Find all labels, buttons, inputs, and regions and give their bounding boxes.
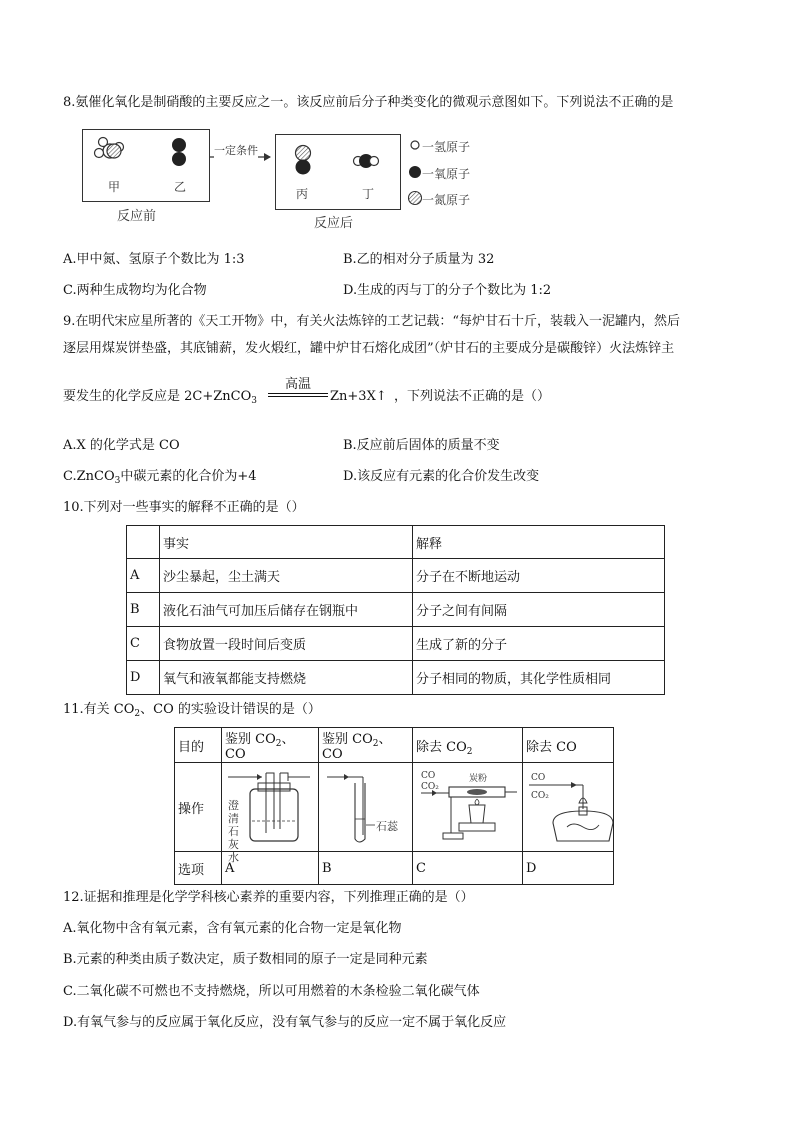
- row-key: A: [127, 559, 160, 593]
- choice-c[interactable]: C: [413, 852, 523, 885]
- q9-option-a[interactable]: A.X 的化学式是 CO: [63, 438, 180, 453]
- table-header-row: [127, 526, 665, 559]
- apparatus-a: [222, 763, 319, 864]
- legend-h: 一氢原子: [422, 140, 471, 154]
- label-jia: 甲: [108, 180, 121, 194]
- header-cell: [127, 526, 160, 559]
- apparatus-d: [523, 763, 614, 852]
- apparatus-c: [413, 763, 523, 852]
- stem-post: 、CO 的实验设计错误的是（）: [140, 702, 321, 717]
- choice-d[interactable]: D: [523, 852, 614, 885]
- stem-sub: 2: [134, 709, 141, 719]
- legend-o: 一氧原子: [422, 167, 471, 181]
- q9-line1: 9.在明代宋应星所著的《天工开物》中，有关火法炼锌的工艺记载：“每炉甘石十斤，装载入一泥罐内，然后: [63, 314, 681, 329]
- label-before: 反应前: [117, 209, 157, 224]
- d-co-label: CO: [531, 773, 546, 783]
- q12-option-a[interactable]: A.氧化物中含有氧元素，含有氧元素的化合物一定是氧化物: [63, 921, 402, 936]
- q10-table: [126, 525, 665, 695]
- q8-option-a[interactable]: A.甲中氮、氢原子个数比为 1:3: [63, 252, 245, 267]
- equation-reactants: 要发生的化学反应是 2C+ZnCO: [63, 389, 252, 404]
- q9-question: ，下列说法不正确的是（）: [394, 389, 551, 404]
- q8-option-b[interactable]: B.乙的相对分子质量为 32: [343, 252, 495, 267]
- q9-option-c[interactable]: [63, 468, 257, 486]
- goal-cell: 鉴别 $CO_2$、CO: [222, 728, 319, 763]
- arrow-label: 一定条件: [214, 144, 258, 157]
- table-row: [127, 559, 665, 593]
- header-cell: 解释: [413, 526, 665, 559]
- q8-option-d[interactable]: D.生成的丙与丁的分子个数比为 1:2: [343, 283, 552, 298]
- row-explain: 分子相同的物质，其化学性质相同: [413, 661, 665, 695]
- stem-pre: 11.有关 CO: [63, 702, 135, 717]
- q8-stem: 8.氨催化氧化是制硝酸的主要反应之一。该反应前后分子种类变化的微观示意图如下。下列说法不正确的是: [63, 95, 674, 110]
- q9-option-d[interactable]: D.该反应有元素的化合价发生改变: [343, 469, 540, 484]
- operation-row: [175, 763, 614, 852]
- goal-cell: 鉴别 $CO_2$、CO: [319, 728, 413, 763]
- label-after: 反应后: [314, 216, 354, 231]
- row-explain: 生成了新的分子: [413, 627, 665, 661]
- q10-stem: 10.下列对一些事实的解释不正确的是（）: [63, 500, 305, 515]
- q12-option-b[interactable]: B.元素的种类由质子数决定，质子数相同的原子一定是同种元素: [63, 952, 428, 967]
- option-c-pre: C.ZnCO: [63, 469, 115, 484]
- row-key: C: [127, 627, 160, 661]
- c-co-label: CO: [421, 771, 436, 781]
- row-fact: 食物放置一段时间后变质: [160, 627, 413, 661]
- legend-n: 一氮原子: [422, 193, 471, 207]
- label-bing: 丙: [296, 187, 309, 201]
- apparatus-b: [319, 763, 413, 852]
- equals-line-top: [268, 393, 328, 394]
- option-c-sub: 3: [114, 476, 121, 486]
- row-key: B: [127, 593, 160, 627]
- row-key: D: [127, 661, 160, 695]
- label-yi: 乙: [174, 180, 187, 194]
- q11-table: [174, 727, 614, 885]
- table-row: [127, 627, 665, 661]
- table-row: [127, 661, 665, 695]
- limewater-label: 澄清 石灰 水: [228, 799, 239, 864]
- option-c-post: 中碳元素的化合价为+4: [120, 469, 257, 484]
- row-label: 目的: [175, 728, 222, 763]
- d-co2-label: CO₂: [531, 791, 549, 801]
- q8-option-c[interactable]: C.两种生成物均为化合物: [63, 283, 207, 298]
- q11-stem: [63, 701, 321, 719]
- litmus-label: 石蕊: [376, 820, 398, 833]
- q12-option-d[interactable]: D.有氧气参与的反应属于氧化反应，没有氧气参与的反应一定不属于氧化反应: [63, 1015, 507, 1030]
- label-ding: 丁: [362, 187, 375, 201]
- goal-cell: 除去 CO: [523, 728, 614, 763]
- c-charcoal-label: 炭粉: [469, 774, 488, 784]
- row-fact: 液化石油气可加压后储存在钢瓶中: [160, 593, 413, 627]
- q12-option-c[interactable]: C.二氧化碳不可燃也不支持燃烧，所以可用燃着的木条检验二氧化碳气体: [63, 984, 480, 999]
- after-molecules: [275, 134, 399, 208]
- row-explain: 分子之间有间隔: [413, 593, 665, 627]
- q12-stem: 12.证据和推理是化学学科核心素养的重要内容，下列推理正确的是（）: [63, 890, 474, 905]
- header-cell: 事实: [160, 526, 413, 559]
- equals-line-bottom: [268, 396, 328, 397]
- c-co2-label: CO₂: [421, 782, 439, 792]
- table-row: [127, 593, 665, 627]
- q9-line2: 逐层用煤炭饼垫盛，其底铺薪，发火煅红，罐中炉甘石熔化成团”（炉甘石的主要成分是碳酸锌）火法炼锌主: [63, 341, 675, 356]
- row-label: 操作: [175, 763, 222, 852]
- row-explain: 分子在不断地运动: [413, 559, 665, 593]
- before-molecules: [82, 129, 208, 200]
- choice-a[interactable]: A: [222, 852, 319, 885]
- row-fact: 氧气和液氧都能支持燃烧: [160, 661, 413, 695]
- row-fact: 沙尘暴起，尘土满天: [160, 559, 413, 593]
- litmus-tube-diagram: [319, 763, 412, 851]
- choice-b[interactable]: B: [319, 852, 413, 885]
- condition-label: 高温: [284, 377, 311, 392]
- equation-sub: 3: [251, 396, 257, 406]
- goal-row: [175, 728, 614, 763]
- row-label: 选项: [175, 852, 222, 885]
- goal-cell: 除去 $CO_2$: [413, 728, 523, 763]
- q9-line3: [63, 388, 257, 406]
- equation-products: Zn+3X↑: [330, 389, 387, 404]
- q9-option-b[interactable]: B.反应前后固体的质量不变: [343, 438, 500, 453]
